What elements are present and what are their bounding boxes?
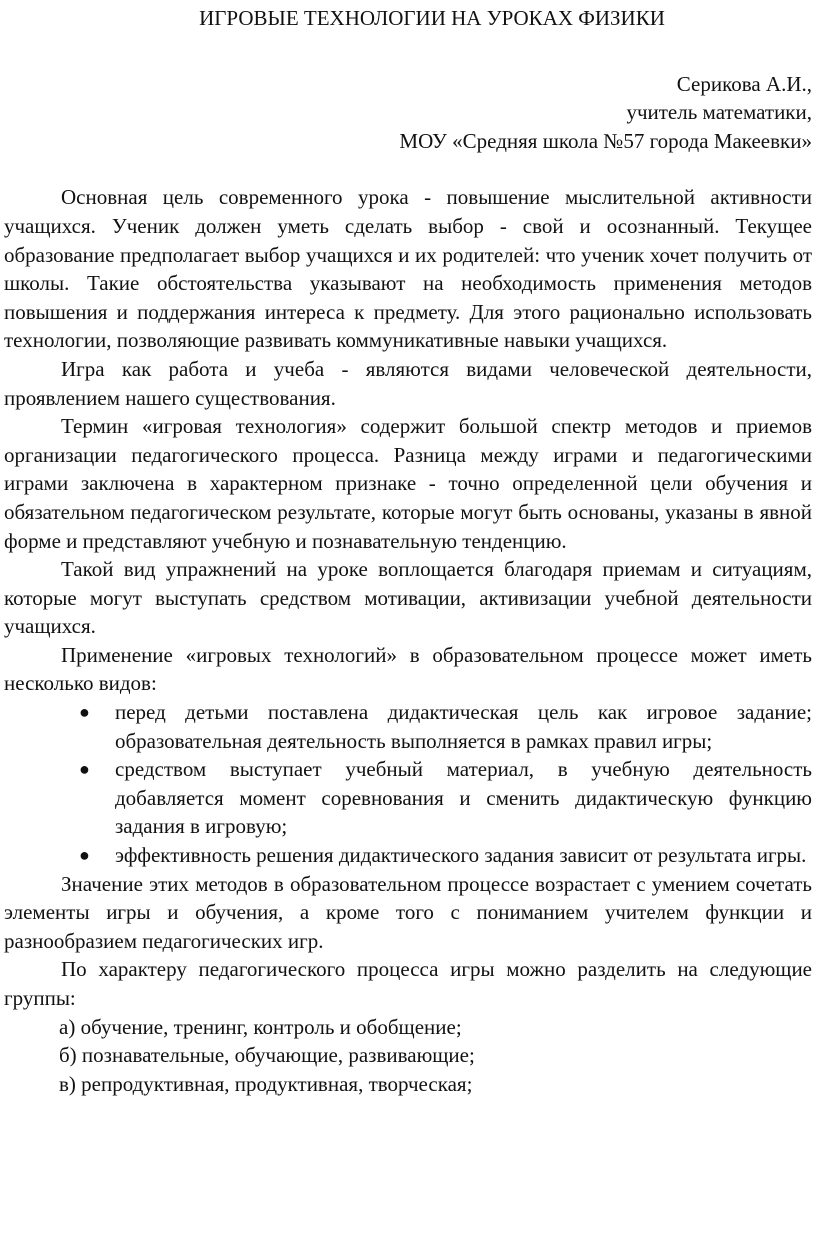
list-item [4,698,812,755]
paragraph: Значение этих методов в образовательном процессе возрастает с умением сочетать элементы игры и обучения, а кроме того с пониманием учителем функции и разнообразием педагогических игр. [4,871,812,953]
bullet-icon: ● [79,702,90,723]
paragraph: Применение «игровых технологий» в образовательном процессе может иметь несколько видов: [4,642,812,696]
list-item [4,755,812,841]
list-item [4,841,812,870]
paragraph: Такой вид упражнений на уроке воплощается благодаря приемам и ситуациям, которые могут выступать средством мотивации, активизации учебной деятельности учащихся. [4,557,812,639]
document-body [4,183,812,1098]
group-item: в) репродуктивная, продуктивная, творческая; [59,1071,473,1096]
bullet-list [4,698,812,870]
list-item-text: эффективность решения дидактического задания зависит от результата игры. [115,843,807,868]
author-school: МОУ «Средняя школа №57 города Макеевки» [399,128,812,153]
list-item-text: перед детьми поставлена дидактическая цель как игровое задание; образовательная деятельность выполняется в рамках правил игры; [115,700,812,753]
paragraph: Основная цель современного урока - повышение мыслительной активности учащихся. Ученик должен уметь сделать выбор - свой и осознанный. Текущее образование предполагает выбор учащихся и их родителей: что ученик хочет получить от школы. Такие обстоятельства указывают на необходимость применения методов повышения и поддержания интереса к предмету. Для этого рационально использовать технологии, позволяющие развивать коммуникативные навыки учащихся. [4,185,812,353]
paragraph: По характеру педагогического процесса игры можно разделить на следующие группы: [4,957,812,1010]
author-position: учитель математики, [626,100,812,125]
bullet-icon: ● [79,845,90,866]
author-block [4,70,812,156]
author-name: Серикова А.И., [676,71,812,96]
group-item: б) познавательные, обучающие, развивающие; [59,1043,475,1068]
document-title: ИГРОВЫЕ ТЕХНОЛОГИИ НА УРОКАХ ФИЗИКИ [199,6,665,30]
paragraph: Термин «игровая технология» содержит большой спектр методов и приемов организации педагогического процесса. Разница между играми и педагогическими играми заключена в характерном признаке - точно определенной цели обучения и обязательном педагогическом результате, которые могут быть основаны, указаны в явной форме и представляют учебную и познавательную тенденцию. [4,414,812,553]
groups-list [4,1013,812,1099]
paragraph: Игра как работа и учеба - являются видами человеческой деятельности, проявлением нашего существования. [4,356,812,410]
bullet-icon: ● [79,759,90,780]
list-item-text: средством выступает учебный материал, в учебную деятельность добавляется момент соревнования и сменить дидактическую функцию задания в игровую; [115,757,812,839]
group-item: а) обучение, тренинг, контроль и обобщение; [59,1014,462,1039]
